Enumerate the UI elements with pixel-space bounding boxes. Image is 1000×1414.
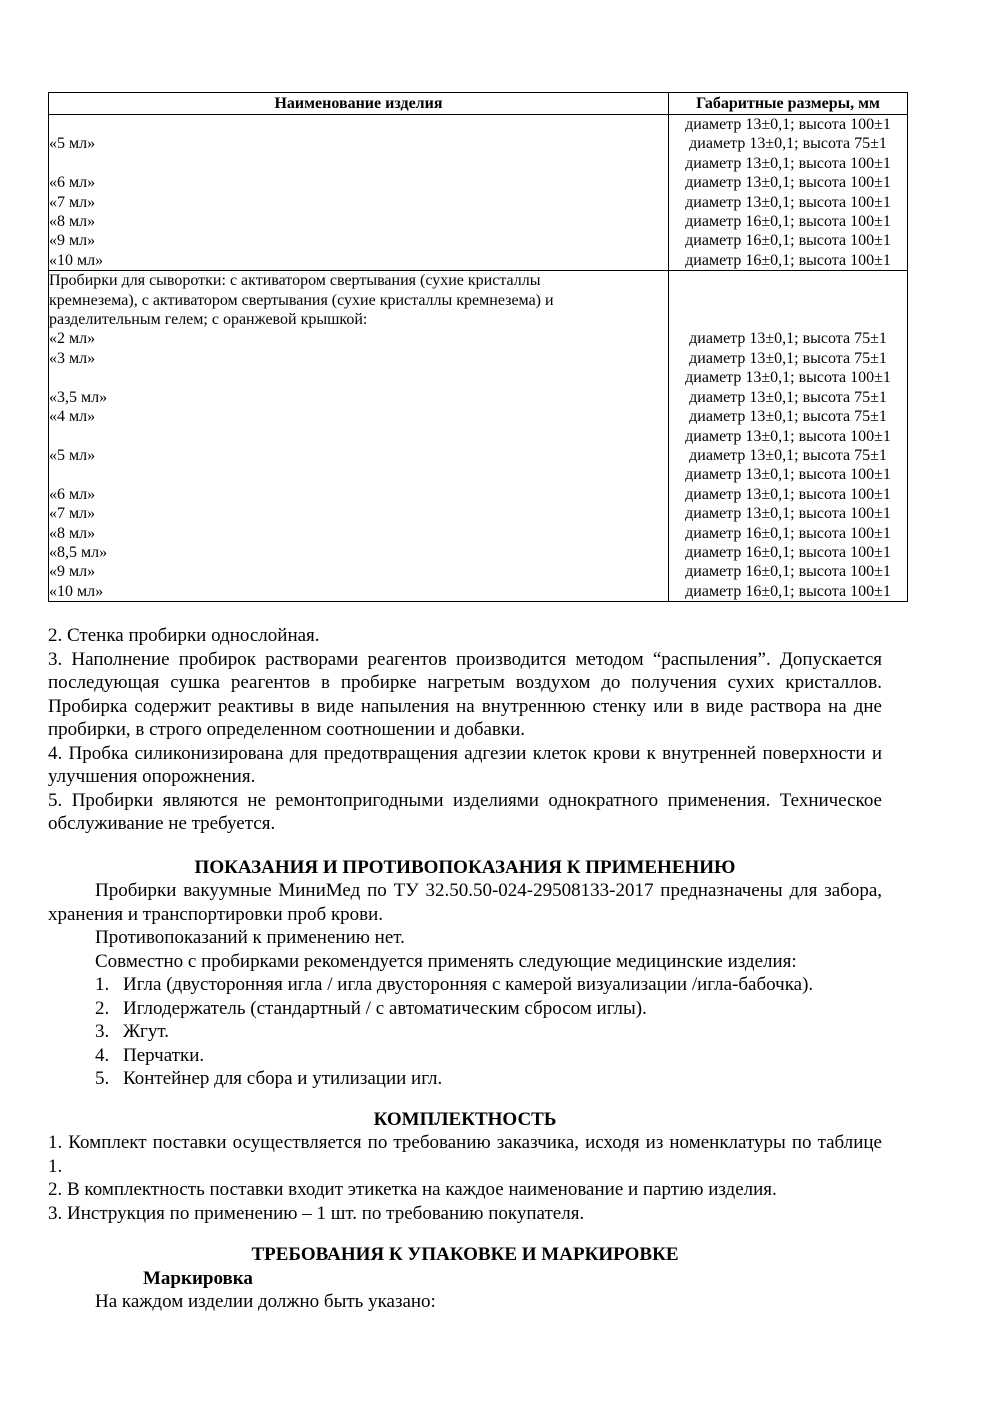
list-item-text: Перчатки. (123, 1044, 205, 1066)
table-line: диаметр 13±0,1; высота 100±1 (685, 466, 891, 484)
list-item (48, 1020, 882, 1044)
table-line (49, 154, 668, 173)
dimensions-cell (669, 271, 908, 602)
recommended-devices-list (48, 973, 882, 1091)
description-paragraph: 5. Пробирки являются не ремонтопригодными изделиями однократного применения. Техническое обслуживание не требуется. (48, 789, 882, 835)
table-line: «3,5 мл» (49, 388, 108, 406)
indications-paragraph: Пробирки вакуумные МиниМед по ТУ 32.50.50-024-29508133-2017 предназначены для забора, хранения и транспортировки проб крови. (48, 880, 882, 925)
table-line: диаметр 13±0,1; высота 100±1 (685, 505, 891, 523)
table-line: «5 мл» (49, 446, 96, 464)
table-row-serum-tubes (49, 271, 908, 602)
table-line: диаметр 13±0,1; высота 100±1 (685, 174, 891, 192)
list-item-number: 4. (95, 1044, 110, 1066)
table-line: «7 мл» (49, 505, 96, 523)
table-line: диаметр 16±0,1; высота 100±1 (685, 582, 891, 600)
table-line: «9 мл» (49, 563, 96, 581)
table-line: диаметр 13±0,1; высота 100±1 (685, 485, 891, 503)
table-header-product-name: Наименование изделия (49, 93, 669, 115)
product-name-cell (49, 271, 669, 602)
list-item-number: 3. (95, 1021, 110, 1043)
table-line (49, 465, 668, 484)
table-line: «8 мл» (49, 524, 96, 542)
completeness-item: 1. Комплект поставки осуществляется по требованию заказчика, исходя из номенклатуры по таблице 1. (48, 1132, 882, 1177)
table-line: «8 мл» (49, 213, 96, 231)
table-line: разделительным гелем; с оранжевой крышкой: (49, 311, 368, 329)
table-header-dimensions: Габаритные размеры, мм (669, 93, 908, 115)
table-line: «2 мл» (49, 330, 96, 348)
list-item (48, 1044, 882, 1068)
table-line: диаметр 13±0,1; высота 75±1 (689, 135, 887, 153)
list-item-number: 5. (95, 1068, 110, 1090)
table-line: диаметр 16±0,1; высота 100±1 (685, 232, 891, 250)
table-line: диаметр 16±0,1; высота 100±1 (685, 563, 891, 581)
table-line (669, 310, 907, 329)
description-paragraph: 3. Наполнение пробирок растворами реагентов производится методом “распыления”. Допускается последующая сушка реагентов в пробирке нагретым воздухом до получения сухих кристаллов. Пробирка содержит реактивы в виде напыления на внутреннюю стенку или в виде раствора на дне пробирки, в строго определенном соотношении и добавки. (48, 648, 882, 741)
table-header-row (49, 93, 908, 115)
table-line: «10 мл» (49, 582, 104, 600)
table-line (49, 368, 668, 387)
table-line: диаметр 16±0,1; высота 100±1 (685, 213, 891, 231)
table-line: «6 мл» (49, 174, 96, 192)
list-item (48, 973, 882, 997)
table-line: «8,5 мл» (49, 543, 108, 561)
table-line: диаметр 13±0,1; высота 100±1 (685, 193, 891, 211)
table-line: диаметр 16±0,1; высота 100±1 (685, 543, 891, 561)
dimensions-cell (669, 115, 908, 271)
list-item-text: Контейнер для сбора и утилизации игл. (123, 1068, 443, 1090)
page-content (48, 92, 908, 1314)
completeness-item: 2. В комплектность поставки входит этикетка на каждое наименование и партию изделия. (48, 1179, 777, 1201)
table-line: «4 мл» (49, 408, 96, 426)
table-line: диаметр 13±0,1; высота 75±1 (689, 349, 887, 367)
table-line (669, 291, 907, 310)
table-line: «9 мл» (49, 232, 96, 250)
list-item (48, 1067, 882, 1091)
table-line: диаметр 13±0,1; высота 100±1 (685, 427, 891, 445)
table-line: диаметр 16±0,1; высота 100±1 (685, 524, 891, 542)
table-line: «5 мл» (49, 135, 96, 153)
description-paragraph: 4. Пробка силиконизирована для предотвращения адгезии клеток крови к внутренней поверхности и улучшения опорожнения. (48, 742, 882, 788)
list-item-text: Игла (двусторонняя игла / игла двусторонняя с камерой визуализации /игла-бабочка). (123, 974, 814, 996)
list-item (48, 997, 882, 1021)
table-line: «7 мл» (49, 193, 96, 211)
list-item-number: 2. (95, 997, 110, 1019)
table-line: «10 мл» (49, 251, 104, 269)
section-heading-indications: ПОКАЗАНИЯ И ПРОТИВОПОКАЗАНИЯ К ПРИМЕНЕНИЮ (194, 856, 736, 878)
table-row-tubes-continued (49, 115, 908, 271)
table-line: диаметр 13±0,1; высота 100±1 (685, 154, 891, 172)
list-item-number: 1. (95, 974, 110, 996)
table-line: диаметр 13±0,1; высота 75±1 (689, 330, 887, 348)
indications-paragraph: Совместно с пробирками рекомендуется применять следующие медицинские изделия: (95, 950, 797, 972)
table-line: диаметр 13±0,1; высота 75±1 (689, 408, 887, 426)
table-line: «3 мл» (49, 349, 96, 367)
table-line: Пробирки для сыворотки: с активатором свертывания (сухие кристаллы (49, 272, 541, 290)
table-line: диаметр 13±0,1; высота 75±1 (689, 388, 887, 406)
table-line: диаметр 16±0,1; высота 100±1 (685, 251, 891, 269)
list-item-text: Иглодержатель (стандартный / с автоматическим сбросом иглы). (123, 997, 647, 1019)
description-paragraph: 2. Стенка пробирки однослойная. (48, 625, 320, 647)
table-line: диаметр 13±0,1; высота 100±1 (685, 116, 891, 133)
packaging-paragraph: На каждом изделии должно быть указано: (95, 1291, 436, 1313)
table-line (49, 427, 668, 446)
table-line (669, 271, 907, 290)
product-name-cell (49, 115, 669, 271)
table-line: «6 мл» (49, 485, 96, 503)
subheading-marking: Маркировка (143, 1267, 253, 1289)
indications-paragraph: Противопоказаний к применению нет. (95, 927, 405, 949)
table-line: диаметр 13±0,1; высота 75±1 (689, 446, 887, 464)
table-line (49, 115, 668, 134)
body-text (48, 624, 882, 1314)
section-heading-packaging: ТРЕБОВАНИЯ К УПАКОВКЕ И МАРКИРОВКЕ (251, 1244, 679, 1266)
table-line: диаметр 13±0,1; высота 100±1 (685, 369, 891, 387)
product-spec-table (48, 92, 908, 602)
list-item-text: Жгут. (123, 1021, 169, 1043)
completeness-item: 3. Инструкция по применению – 1 шт. по требованию покупателя. (48, 1202, 585, 1224)
section-heading-completeness: КОМПЛЕКТНОСТЬ (373, 1108, 557, 1130)
table-line: кремнезема), с активатором свертывания (сухие кристаллы кремнезема) и (49, 291, 554, 309)
